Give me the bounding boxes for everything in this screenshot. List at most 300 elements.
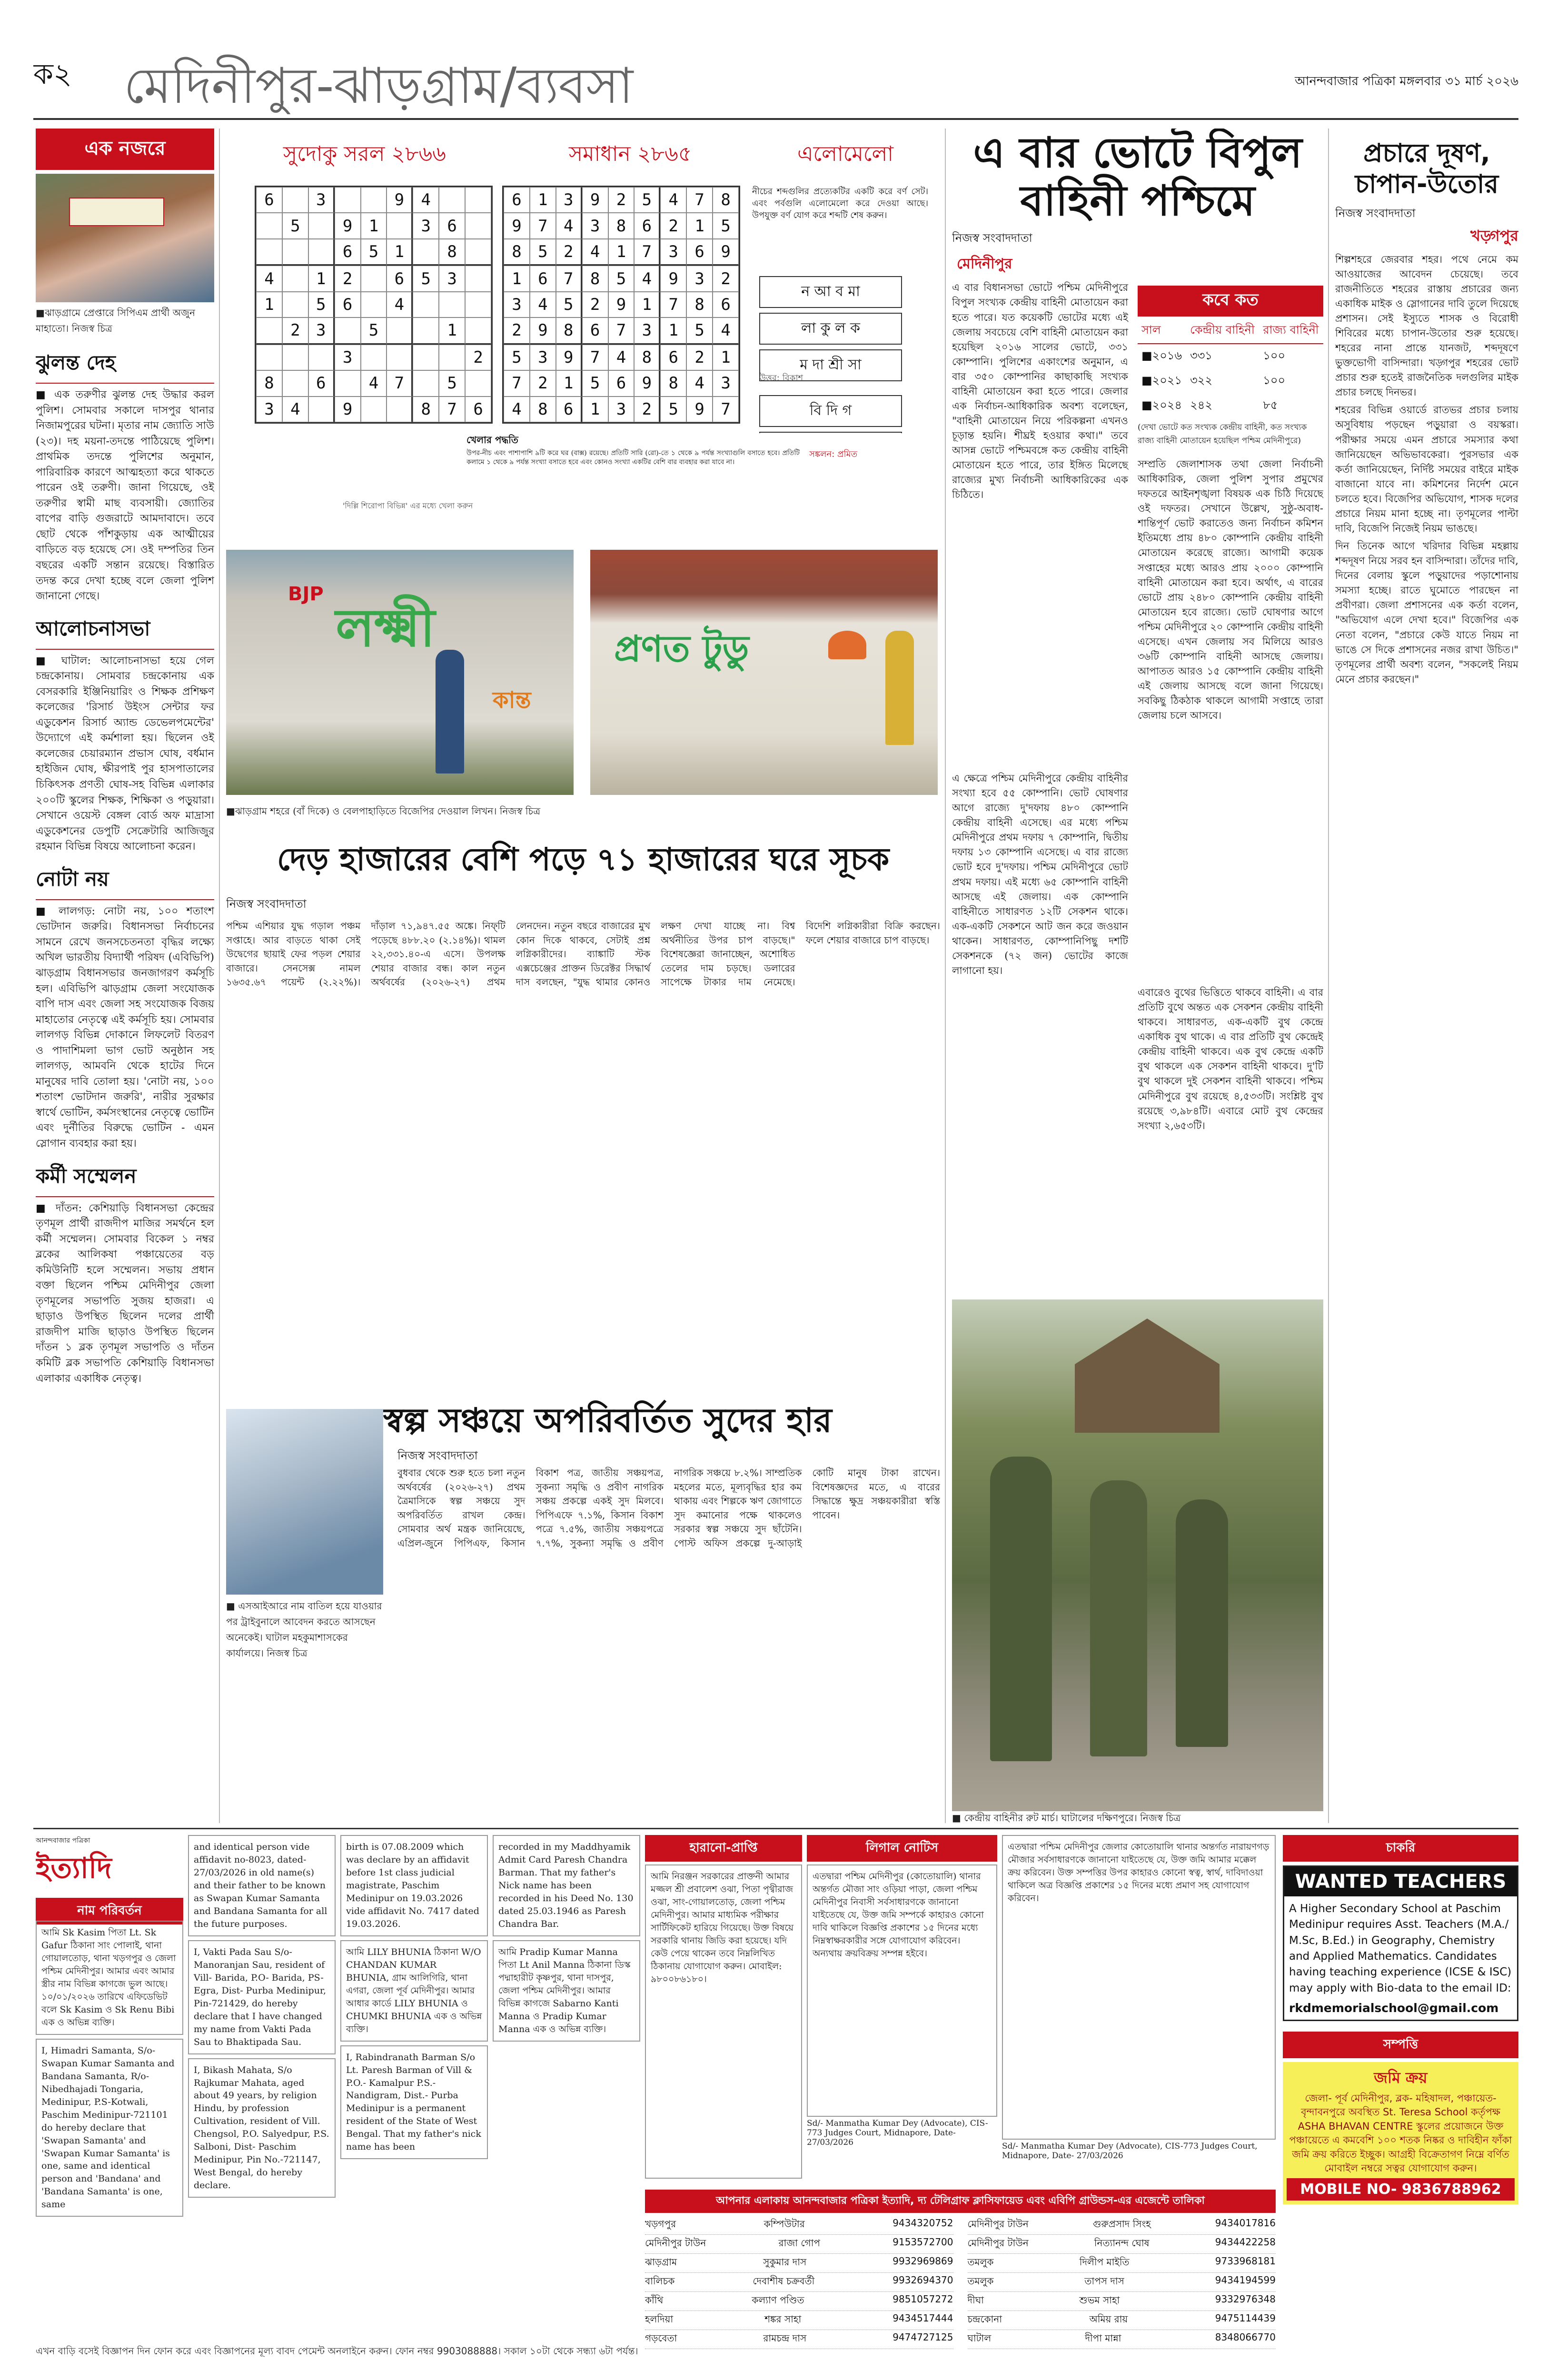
property-label: সম্পত্তি	[1283, 2032, 1518, 2058]
agent-field: 9153572700	[892, 2236, 953, 2248]
sudoku-cell	[361, 345, 387, 370]
solution-cell: 6	[582, 317, 608, 344]
story2	[226, 835, 940, 1335]
lead-byline: নিজস্ব সংবাদদাতা	[952, 231, 1032, 245]
agent-field: ঝাড়গ্রাম	[645, 2256, 677, 2268]
sudoku-cell: 1	[308, 266, 335, 291]
solution-cell: 8	[504, 239, 530, 266]
classified-ad: I, Rabindranath Barman S/o Lt. Paresh Barman of Vill & P.O.- Kamalpur P.S.- Nandigram, Dist.- Purba Medinipur is a permanent resident of the State of West Bengal. That my father's nick name has been	[340, 2045, 488, 2160]
sudoku-cell: 5	[308, 292, 335, 317]
sudoku-cell	[465, 239, 491, 266]
solution-cell: 2	[686, 345, 713, 370]
solution-cell: 8	[713, 187, 739, 213]
solution-cell: 9	[634, 370, 660, 396]
solution-cell: 9	[608, 292, 635, 317]
solution-cell: 1	[556, 370, 582, 396]
force-table-cell: ■২০১৬	[1141, 349, 1182, 362]
agent-field: 9932694370	[892, 2274, 953, 2286]
solution-cell: 5	[582, 370, 608, 396]
jobs-body: A Higher Secondary School at Paschim Medinipur requires Asst. Teachers (M.A./ M.Sc, B.Ed.) in Geography, Chemistry and Applied Mathematics. Candidates having teaching experience (ICSE & ISC) may apply with Bio-data to the email ID:	[1289, 1903, 1512, 1994]
th-year: সাল	[1141, 323, 1161, 337]
rally-banner	[69, 198, 164, 226]
right-body-1: শিল্পশহরে জেরবার শহর। পথে নেমে কম আওয়াজের আবেদন চেয়েছে। তবে রাজনীতিতে শহরের রাস্তায় প্রচারের জন্য একাধিক মাইক ও স্লোগানের দাবি তুলে দিয়েছে প্রশাসন। সেই ইস্যুতে শাসক ও বিরোধী শিবিরের মধ্যে চাপান-উতোর শুরু হয়েছে। শহরের নানা প্রান্তে যানজট, শব্দদূষণে ভুক্তভোগী বাসিন্দারা। খড়্গপুর শহরের ভোট প্রচার শুরু হতেই রাজনৈতিক দলগুলির মাইক প্রচার চলছে দিনভর।	[1335, 253, 1518, 398]
solution-title: সমাধান ২৮৬৫	[569, 142, 692, 166]
sudoku-cell	[413, 345, 439, 370]
solution-cell: 1	[582, 397, 608, 422]
lead-table	[1138, 286, 1323, 452]
rally-photo	[36, 174, 214, 302]
sudoku-cell: 6	[256, 187, 282, 213]
sudoku-cell: 5	[361, 317, 387, 344]
jumble2-word: বি দি গ	[759, 395, 902, 427]
lost-found-label: হারানো-প্রাপ্তি	[645, 1835, 802, 1862]
jobs-email[interactable]: rkdmemorialschool@gmail.com	[1289, 2001, 1499, 2015]
sudoku-cell	[335, 187, 361, 213]
lotus-icon	[828, 631, 866, 659]
sudoku-cell	[282, 266, 308, 291]
solution-cell: 3	[530, 345, 556, 370]
solution-cell: 9	[686, 397, 713, 422]
agent-row	[645, 2216, 953, 2235]
puzzle-rules	[466, 433, 800, 490]
classifieds	[36, 1835, 1518, 2363]
classified-ad: I, Vakti Pada Sau S/o-Manoranjan Sau, resident of Vill- Barida, P.O- Barida, PS- Egra, Dist- Purba Medinipur, Pin-721429, do hereby declare that I have changed my name from Vakti Pada Sau to Bhaktipada Sau.	[188, 1940, 336, 2054]
page-number: ক২	[33, 58, 72, 91]
jobs-label: চাকরি	[1283, 1835, 1518, 1862]
legal-text: এতদ্বারা পশ্চিম মেদিনীপুর (কোতোয়ালি) থানার অন্তর্গত মৌজা সাং ওড়িয়া পাড়া, জেলা পশ্চিম মেদিনীপুর নিবাসী সর্বসাধারণকে জানানো যাইতেছে যে, উক্ত জমি সম্পর্কে কাহারও কোনো দাবি থাকিলে বিজ্ঞপ্তি প্রকাশের ১৫ দিনের মধ্যে নিম্নস্বাক্ষরকারীর সঙ্গে যোগাযোগ করিবেন। অন্যথায় ক্রয়বিক্রয় সম্পন্ন হইবে।	[807, 1864, 997, 2117]
solution-cell: 4	[582, 239, 608, 266]
ads-column-3	[340, 1835, 488, 2163]
right-byline: নিজস্ব সংবাদদাতা	[1335, 206, 1416, 220]
jumble-answer-note: উত্তর: বিকাশ	[759, 373, 803, 383]
masthead	[33, 43, 1518, 114]
right-dateline: খড়্গপুর	[1470, 226, 1518, 245]
solution-cell: 6	[530, 266, 556, 291]
agent-field: কম্পিউটার	[764, 2218, 805, 2230]
solution-cell: 3	[660, 239, 686, 266]
sudoku-cell: 4	[256, 266, 282, 291]
item4-title: কর্মী সম্মেলন	[36, 1160, 214, 1197]
sudoku-cell: 8	[256, 370, 282, 396]
classified-ad: আমি Sk Kasim পিতা Lt. Sk Gafur ঠিকানা সাং পোলাই, থানা গোয়ালতোড়, থানা খড়গপুর ও জেলা পশ্চিম মেদিনীপুর। আমার এবং আমার স্ত্রীর নাম বিভিন্ন কাগজে ভুল আছে। ১০/০১/২০২৬ তারিখে এফিডেভিট বলে Sk Kasim ও Sk Renu Bibi এক ও অভিন্ন ব্যক্তি।	[36, 1921, 183, 2035]
puzzle-bottom-note: 'দিল্লি শিরোপা বিভিন্ন' এর মধ্যে খেলা করুন	[343, 501, 473, 510]
solution-cell: 7	[713, 397, 739, 422]
story2-byline: নিজস্ব সংবাদদাতা	[226, 897, 307, 911]
sudoku-cell	[282, 187, 308, 213]
solution-cell: 6	[713, 292, 739, 317]
solution-cell: 3	[556, 187, 582, 213]
sudoku-cell: 4	[413, 187, 439, 213]
solution-cell: 6	[504, 187, 530, 213]
sudoku-title: সুদোকু সরল ২৮৬৬	[283, 142, 446, 166]
th-state: রাজ্য বাহিনী	[1263, 323, 1319, 337]
force-table-cell: ■২০২১	[1141, 374, 1182, 387]
tribunal-caption: ■ এসআইআরে নাম বাতিল হয়ে যাওয়ার পর ট্রাইবুনালে আবেদন করতে আসছেন অনেকেই। ঘাটাল মহকুমাশাসকের কার্যালয়ে। নিজস্ব চিত্র	[226, 1600, 382, 1659]
sudoku-grid	[255, 186, 493, 424]
painter-figure-2	[885, 631, 914, 745]
sudoku-cell	[387, 317, 413, 344]
solution-grid	[502, 186, 740, 424]
agent-field: মেদিনীপুর টাউন	[967, 2218, 1029, 2230]
jumble-words-2	[759, 395, 902, 433]
sudoku-cell	[308, 239, 335, 266]
sudoku-cell	[439, 187, 465, 213]
agent-field: তমলুক	[967, 2256, 994, 2268]
force-table-row	[1138, 394, 1323, 418]
solution-cell: 4	[634, 266, 660, 291]
agent-field: চন্দ্রকোনা	[967, 2313, 1002, 2325]
item4-body: ■ দাঁতন: কেশিয়াড়ি বিধানসভা কেন্দ্রের তৃণমূল প্রার্থী রাজদীপ মাজির সমর্থনে হল কর্মী সম্মেলন। সোমবার বিকেল ১ নম্বর ব্লকের আলিকষা পঞ্চায়েতের বড় কমিউনিটি হলে সম্মেলন। সভায় প্রধান বক্তা ছিলেন পশ্চিম মেদিনীপুর জেলা তৃণমূলের সভাপতি সুজয় হাজরা। এ ছাড়াও উপস্থিত ছিলেন দলের প্রার্থী রাজদীপ মাজি ছাড়াও উপস্থিত ছিলেন দাঁতন ১ ব্লক তৃণমূল সভাপতি ও দাঁতন কমিটি ব্লক সভাপতি কেশিয়াড়ি বিধানসভা এলাকার একাধিক নেতৃত্ব।	[36, 1202, 214, 1385]
force-table-cell: ১০০	[1263, 374, 1286, 387]
solution-cell: 6	[634, 213, 660, 238]
agent-field: 9434517444	[892, 2312, 953, 2324]
solution-cell: 7	[634, 239, 660, 266]
sudoku-cell: 7	[439, 397, 465, 422]
agent-row	[968, 2235, 1276, 2254]
solution-cell: 4	[556, 213, 582, 238]
agent-field: নিত্যানন্দ ঘোষ	[1094, 2237, 1150, 2249]
solution-cell: 9	[556, 345, 582, 370]
story3	[226, 1395, 940, 1823]
solution-cell: 2	[660, 213, 686, 238]
sudoku-cell: 3	[413, 213, 439, 238]
legal-sign: Sd/- Manmatha Kumar Dey (Advocate), CIS-773 Judges Court, Midnapore, Date- 27/03/2026	[807, 2119, 988, 2147]
land-title: জমি ক্রয়	[1374, 2069, 1428, 2087]
agent-field: মেদিনীপুর টাউন	[645, 2237, 706, 2249]
soldier-2	[1090, 1480, 1147, 1756]
solution-cell: 5	[530, 239, 556, 266]
solution-cell: 3	[582, 213, 608, 238]
agent-field: গুরুপ্রসাদ সিংহ	[1092, 2218, 1151, 2230]
agent-field: দীপা মান্না	[1085, 2332, 1121, 2344]
solution-cell: 7	[686, 187, 713, 213]
solution-cell: 2	[556, 239, 582, 266]
agent-field: দীঘা	[967, 2294, 984, 2306]
sudoku-cell: 1	[256, 292, 282, 317]
puzzle-credit: সঙ্কলন: প্রমিত	[809, 449, 858, 459]
agent-field: হলদিয়া	[645, 2313, 674, 2325]
agent-row	[968, 2216, 1276, 2235]
legal-label: লিগাল নোটিস	[807, 1835, 997, 1862]
classified-ad: I, Bikash Mahata, S/o Rajkumar Mahata, aged about 49 years, by religion Hindu, by profession Cultivation, resident of Vill. Chengsol, P.O. Salyedpur, P.S. Salboni, Dist- Paschim Medinipur, Pin No.-721147, West Bengal, do hereby declare.	[188, 2058, 336, 2198]
sudoku-cell: 3	[439, 266, 465, 291]
classified-ad: and identical person vide affidavit no-8023, dated-27/03/2026 in old name(s) and their father to be known as Swapan Kumar Samanta and Bandana Samanta for all the future purposes.	[188, 1835, 336, 1936]
classified-footer: এখন বাড়ি বসেই বিজ্ঞাপন দিন ফোন করে এবং বিজ্ঞাপনের মূল্য বাবদ পেমেন্ট অনলাইনে করুন। ফোন নম্বর 9903088888। সকাল ১০টা থেকে সন্ধ্যা ৬টা পর্যন্ত।	[36, 2345, 638, 2357]
item2-title: আলোচনাসভা	[36, 613, 214, 650]
jumble-words	[759, 276, 902, 386]
rules-title: খেলার পদ্ধতি	[466, 434, 518, 446]
solution-cell: 7	[582, 345, 608, 370]
solution-cell: 5	[608, 266, 635, 291]
sudoku-cell	[361, 187, 387, 213]
classified-ad: I, Himadri Samanta, S/o-Swapan Kumar Samanta and Bandana Samanta, R/o-Nibedhajadi Tongaria, Medinipur, P.S-Kotwali, Paschim Medinipur-721101 do hereby declare that 'Swapan Samanta' and 'Swapan Kumar Samanta' is one, same and identical person and 'Bandana' and 'Bandana Samanta' is one, same	[36, 2039, 183, 2217]
classified-rule	[33, 1828, 1518, 1829]
sudoku-cell: 6	[465, 397, 491, 422]
agent-field: রামচন্দ্র দাস	[763, 2332, 807, 2344]
force-table-cell: ৩২২	[1190, 374, 1212, 387]
solution-cell: 3	[686, 266, 713, 291]
paper-date: আনন্দবাজার পত্রিকা মঙ্গলবার ৩১ মার্চ ২০২৬	[1295, 74, 1518, 89]
sudoku-cell	[361, 266, 387, 291]
jumble-intro: নীচের শব্দগুলির প্রত্যেকটির একটি করে বর্ণ সেট। এবং পর্বগুলি এলোমেলো করে দেওয়া আছে। উপযুক্ত বর্ণ যোগ করে শব্দটি শেষ করুন।	[752, 187, 928, 221]
agent-row	[645, 2254, 953, 2273]
sudoku-cell: 9	[335, 397, 361, 422]
left-rule	[219, 129, 220, 1823]
solution-cell: 5	[556, 292, 582, 317]
sudoku-cell	[413, 370, 439, 396]
sudoku-cell: 6	[335, 239, 361, 266]
sudoku-cell	[335, 370, 361, 396]
sudoku-cell	[387, 213, 413, 238]
sudoku-cell	[256, 317, 282, 344]
solution-cell: 1	[713, 345, 739, 370]
agents	[645, 2190, 1276, 2349]
sudoku-cell: 1	[387, 239, 413, 266]
sudoku-cell	[361, 397, 387, 422]
jumble-word: লা কু ল ক	[759, 313, 902, 345]
sudoku-cell	[256, 345, 282, 370]
classified-ad: birth is 07.08.2009 which was declare by an affidavit before 1st class judicial magistrate, Paschim Medinipur on 19.03.2026 vide affidavit No. 7417 dated 19.03.2026.	[340, 1835, 488, 1936]
brand-sub: আনন্দবাজার পত্রিকা	[36, 1837, 90, 1844]
right-rule	[1328, 129, 1329, 1823]
agent-row	[645, 2311, 953, 2330]
force-table-cell: ১০০	[1263, 349, 1286, 362]
agent-field: দিলীপ মাইতি	[1079, 2256, 1130, 2268]
painter-figure	[436, 650, 464, 774]
sudoku-cell: 4	[387, 292, 413, 317]
solution-cell: 5	[660, 397, 686, 422]
solution-cell: 7	[556, 266, 582, 291]
solution-cell: 4	[713, 317, 739, 344]
sudoku-cell	[256, 239, 282, 266]
wall-photo-right	[590, 550, 938, 795]
sudoku-cell	[387, 397, 413, 422]
sudoku-cell: 2	[282, 317, 308, 344]
table-title: কবে কত	[1138, 286, 1323, 317]
force-table-cell: ৮৫	[1263, 398, 1278, 412]
center-right-rule	[945, 1028, 946, 1823]
table-note: (দেখা ভোটে কত সংখ্যক কেন্দ্রীয় বাহিনী, কত সংখ্যক রাজ্য বাহিনী মোতায়েন হয়েছিল পশ্চিম মেদিনীপুরে)	[1138, 423, 1307, 446]
house-shape	[1057, 1319, 1238, 1433]
agent-field: 8348066770	[1215, 2331, 1276, 2343]
sudoku-cell	[465, 213, 491, 238]
sudoku-cell: 5	[413, 266, 439, 291]
solution-cell: 4	[686, 370, 713, 396]
section-title: মেদিনীপুর-ঝাড়গ্রাম/ব্যবসা	[124, 57, 634, 114]
force-table-row	[1138, 344, 1323, 369]
sudoku-cell: 1	[361, 213, 387, 238]
sudoku-cell: 3	[335, 345, 361, 370]
troops-caption: ■ কেন্দ্রীয় বাহিনীর রুট মার্চ। ঘাটালের দক্ষিণপুরে। নিজস্ব চিত্র	[952, 1812, 1181, 1824]
agent-field: ঘাটাল	[967, 2332, 992, 2344]
agent-row	[645, 2292, 953, 2311]
lead-body-3: এ ক্ষেত্রে পশ্চিম মেদিনীপুরে কেন্দ্রীয় বাহিনীর সংখ্যা হবে ৫৫ কোম্পানি। ভোট ঘোষণার আগে রাজ্যে দু'দফায় ৪৮০ কোম্পানি কেন্দ্রীয় বাহিনী এসেছে। এর মধ্যে পশ্চিম মেদিনীপুরে প্রথম দফায় ৭ কোম্পানি, দ্বিতীয় দফায় ১৩ কোম্পানি এসেছে। এ বার রাজ্যে ভোট হবে দু'দফায়। পশ্চিম মেদিনীপুরে ভোট প্রথম দফায়। এই মধ্যে ৬৫ কোম্পানি বাহিনী আসছে এই জেলায়। এক কোম্পানি বাহিনীতে সাধারণত ১২টি সেকশন থাকে। এক-একটি সেকশনে আট জন করে জওয়ান থাকেন। সাধারণত, কোম্পানিপিছু দশটি সেকশনকে (৭২ জন) ভোটের কাজে লাগানো হয়।	[952, 773, 1128, 977]
sudoku-cell: 7	[387, 370, 413, 396]
agent-row	[968, 2292, 1276, 2311]
lost-found-text: আমি নিরঞ্জন সরকারের প্রাক্তনী আমার মজ্জল শ্রী প্রবালেশ ওঝা, পিতা পৃথ্বীরাজ ওঝা, সাং-গোয়ালতোড়, জেলা পশ্চিম মেদিনীপুর। আমার মাধ্যমিক পরীক্ষার সার্টিফিকেট হারিয়ে গিয়েছে। উক্ত বিষয়ে সরকারি থানায় জিডি করা হয়েছে। যদি কেউ পেয়ে থাকেন তবে নিম্নলিখিত ঠিকানায় যোগাযোগ করুন। মোবাইল: ৯৮০০৮৬১৮০।	[645, 1864, 802, 2179]
agent-row	[968, 2254, 1276, 2273]
solution-cell: 4	[660, 187, 686, 213]
solution-cell: 5	[713, 213, 739, 238]
solution-cell: 6	[556, 397, 582, 422]
agent-field: 9932969869	[892, 2255, 953, 2267]
sudoku-cell: 4	[282, 397, 308, 422]
solution-cell: 1	[634, 292, 660, 317]
solution-cell: 2	[582, 292, 608, 317]
agent-field: 9474727125	[892, 2331, 953, 2343]
story3-byline: নিজস্ব সংবাদদাতা	[397, 1449, 478, 1462]
solution-cell: 2	[608, 187, 635, 213]
sudoku-cell: 3	[308, 187, 335, 213]
sudoku-cell: 5	[282, 213, 308, 238]
sudoku-cell: 5	[361, 239, 387, 266]
sudoku-cell	[465, 317, 491, 344]
solution-cell: 3	[504, 292, 530, 317]
sudoku-cell: 2	[465, 345, 491, 370]
sudoku-cell	[465, 292, 491, 317]
ads-column-4	[493, 1835, 640, 2045]
wall-caption: ■ঝাড়গ্রাম শহরে (বাঁ দিকে) ও বেলপাহাড়িতে বিজেপির দেওয়াল লিখন। নিজস্ব চিত্র	[226, 805, 541, 817]
agent-row	[645, 2235, 953, 2254]
rules-body: উপর-নীচ এবং পাশাপাশি ৯টি করে ঘর (বাক্স) রয়েছে। প্রতিটি সারি (রো)-তে ১ থেকে ৯ পর্যন্ত সংখ্যাগুলি বসাতে হবে। প্রতিটি কলামে ১ থেকে ৯ পর্যন্ত সংখ্যা বসাতে হবে এবং কোনও সংখ্যা একটির বেশি বার ব্যবহার করা যাবে না।	[466, 449, 800, 466]
classified-ad: আমি Pradip Kumar Manna পিতা Lt Anil Manna ঠিকানা ডিস্ক পদ্মাহারীট কৃষ্ণপুর, থানা দাসপুর, জেলা পশ্চিম মেদিনীপুর। আমার বিভিন্ন কাগজে Sabarno Kanti Manna ও Pradip Kumar Manna এক ও অভিন্ন ব্যক্তি।	[493, 1940, 640, 2042]
sudoku-cell	[465, 266, 491, 291]
th-central: কেন্দ্রীয় বাহিনী	[1190, 323, 1255, 337]
solution-cell: 7	[504, 370, 530, 396]
sudoku-cell	[387, 345, 413, 370]
name-change-label: নাম পরিবর্তন	[36, 1898, 183, 1924]
right-body-3: দিন তিনেক আগে খরিদার বিভিন্ন মহল্লায় শব্দদূষণ নিয়ে সরব হন বাসিন্দারা। তাঁদের দাবি, দিনের বেলায় স্কুলে পড়ুয়াদের পড়াশোনায় সমস্যা হচ্ছে। রাতে ঘুমোতে পারছেন না প্রবীণরা। জেলা প্রশাসনের এক কর্তা বলেন, "অভিযোগ এলে দেখা হবে।" বিজেপির এক নেতা বলেন, "প্রচারে কেউ যাতে নিয়ম না ভাঙে সে দিকে প্রশাসনের নজর রাখা উচিত।" তৃণমূলের প্রার্থী অবশ্য বলেন, "সকলেই নিয়ম মেনে প্রচার করছেন।"	[1335, 540, 1518, 685]
jobs	[1283, 1835, 1518, 2204]
solution-cell: 8	[660, 370, 686, 396]
sudoku-cell	[282, 345, 308, 370]
solution-cell: 4	[608, 345, 635, 370]
solution-cell: 3	[713, 370, 739, 396]
solution-cell: 6	[686, 239, 713, 266]
force-table-row	[1138, 369, 1323, 394]
item1-body: ■ এক তরুণীর ঝুলন্ত দেহ উদ্ধার করল পুলিশ। সোমবার সকালে দাসপুর থানার নিজামপুরের ঘটনা। মৃতার নাম জ্যোতি সাউ (২৩)। দহ ময়না-তদন্তে পাঠিয়েছে পুলিশ। প্রাথমিক তদন্তে পুলিশের অনুমান, পারিবারিক কারণে আত্মহত্যা করে থাকতে পারেন ওই তরুণী। জানা গিয়েছে, ওই তরুণীর স্বামী মাছ ব্যবসায়ী। জ্যোতির বাপের বাড়ি গুজরাটে আমদাবাদে। তবে ছোট থেকে পাঁশকুড়ায় এক আত্মীয়ের বাড়িতে বড় হয়েছে সে। ওই দম্পতির তিন বছরের একটি সন্তান রয়েছে। বিস্তারিত তদন্ত করে দেখা হচ্ছে বলে জেলা পুলিশ জানানো গেছে।	[36, 389, 214, 603]
sudoku-cell: 6	[308, 370, 335, 396]
force-table-cell: ২৪২	[1190, 398, 1212, 412]
sudoku-cell	[335, 317, 361, 344]
solution-cell: 6	[608, 370, 635, 396]
agent-field: 9434194599	[1215, 2274, 1276, 2286]
solution-cell: 4	[530, 292, 556, 317]
wall-text-lakshmi: লক্ষ্মী	[336, 597, 435, 658]
agent-field: কাঁথি	[645, 2294, 664, 2306]
lead-headline: এ বার ভোটে বিপুল বাহিনী পশ্চিমে	[973, 129, 1302, 226]
solution-cell: 4	[504, 397, 530, 422]
land-box	[1283, 2062, 1518, 2204]
solution-cell: 1	[608, 239, 635, 266]
land-mobile[interactable]: MOBILE NO- 9836788962	[1287, 2178, 1515, 2201]
agent-field: রাজা গোপ	[778, 2237, 820, 2249]
agent-field: 9733968181	[1215, 2255, 1276, 2267]
sudoku-cell: 2	[335, 266, 361, 291]
sudoku-cell: 6	[439, 213, 465, 238]
sudoku-cell	[361, 292, 387, 317]
agent-field: 9434017816	[1215, 2217, 1276, 2229]
bjp-tag: BJP	[288, 583, 324, 605]
sudoku-cell: 8	[413, 397, 439, 422]
sudoku-cell: 4	[361, 370, 387, 396]
puzzles-block	[226, 138, 940, 433]
solution-cell: 9	[582, 187, 608, 213]
solution-cell: 3	[608, 397, 635, 422]
solution-cell: 2	[530, 370, 556, 396]
story3-body: বুধবার থেকে শুরু হতে চলা নতুন অর্থবর্ষের (২০২৬-২৭) প্রথম ত্রৈমাসিকে স্বল্প সঞ্চয়ে সুদ অপরিবর্তিত রাখল কেন্দ্র। সোমবার অর্থ মন্ত্রক জানিয়েছে, এপ্রিল-জুনে পিপিএফ, কিসান বিকাশ পত্র, জাতীয় সঞ্চয়পত্র, সুকন্যা সমৃদ্ধি ও প্রবীণ নাগরিক সঞ্চয় প্রকল্পে একই সুদ মিলবে। পিপিএফে ৭.১%, কিসান বিকাশ পত্রে ৭.৫%, জাতীয় সঞ্চয়পত্রে ৭.৭%, সুকন্যা সমৃদ্ধি ও প্রবীণ নাগরিক সঞ্চয়ে ৮.২%। সাম্প্রতিক মহলের মতে, মূল্যবৃদ্ধির হার কম থাকায় এবং শিল্পকে ঋণ জোগাতে সুদ কমানোর পক্ষে থাকলেও সরকার স্বল্প সঞ্চয়ে সুদ ছাঁটেনি। পোস্ট অফিস প্রকল্পে দু-আড়াই কোটি মানুষ টাকা রাখেন। বিশেষজ্ঞদের মতে, এ বারের সিদ্ধান্তে ক্ষুদ্র সঞ্চয়কারীরা স্বস্তি পাবেন।	[397, 1467, 940, 1549]
notice-text: এতদ্বারা পশ্চিম মেদিনীপুর জেলার কোতোয়ালি থানার অন্তর্গত নারায়ণগড় মৌজার সর্বসাধারণকে জানানো যাইতেছে যে, উক্ত জমি আমার মক্কেল ক্রয় করিবেন। উক্ত সম্পত্তির উপর কাহারও কোনো স্বত্ব, স্বার্থ, দাবিদাওয়া থাকিলে অত্র বিজ্ঞপ্তি প্রকাশের ১৫ দিনের মধ্যে প্রমাণ সহ যোগাযোগ করিবেন।	[1002, 1835, 1276, 2140]
story2-body: পশ্চিম এশিয়ার যুদ্ধ গড়াল পঞ্চম সপ্তাহে। আর বাড়তে থাকা সেই উদ্বেগের ছায়াই ফের পড়ল শেয়ার বাজারে। সেনসেক্স নামল ১৬৩৫.৬৭ পয়েন্ট (২.২২%)। দাঁড়াল ৭১,৯৪৭.৫৫ অঙ্কে। নিফ্‌টি পড়েছে ৪৮৮.২০ (২.১৪%)। থামল ২২,৩৩১.৪০-এ এসে। উপলক্ষ শেয়ার বাজার বন্ধ। কাল নতুন অর্থবর্ষের (২০২৬-২৭) প্রথম লেনদেন। নতুন বছরে বাজারের মুখ কোন দিকে থাকবে, সেটাই প্রশ্ন লগ্নিকারীদের। ব্যাঙ্কাটি স্টক এক্সচেঞ্জের প্রাক্তন ডিরেক্টর সিদ্ধার্থ দাস বলছেন, "যুদ্ধ থামার কোনও লক্ষণ দেখা যাচ্ছে না। বিশ্ব অর্থনীতির উপর চাপ বাড়ছে।" বিশেষজ্ঞেরা জানাচ্ছেন, অশোধিত তেলের দাম চড়ছে। ডলারের সাপেক্ষে টাকার দাম নেমেছে। বিদেশি লগ্নিকারীরা বিক্রি করছেন। ফলে শেয়ার বাজারে চাপ বাড়ছে।	[226, 920, 940, 988]
right-body-2: শহরের বিভিন্ন ওয়ার্ডে রাতভর প্রচার চলায় অসুবিধায় পড়ছেন পড়ুয়ারা ও বয়স্করা। পরীক্ষার সময়ে এমন প্রচারে সমস্যার কথা জানিয়েছেন অভিভাবকেরা। পুরসভার এক কর্তা জানিয়েছেন, নির্দিষ্ট সময়ের বাইরে মাইক বাজানো যাবে না। কমিশনের নির্দেশ মেনে চলতে হবে। বিজেপির অভিযোগ, শাসক দলের প্রচারে নিয়ম মানা হচ্ছে না। তৃণমূলের পাল্টা দাবি, বিজেপি নিজেই নিয়ম ভাঙছে।	[1335, 404, 1518, 534]
rally-caption: ■ঝাড়গ্রামে প্রেপ্তারে সিপিএম প্রার্থী অজুন মাহাতো। নিজস্ব চিত্র	[36, 307, 195, 334]
solution-cell: 9	[530, 317, 556, 344]
sudoku-cell: 5	[439, 370, 465, 396]
sudoku-cell	[465, 370, 491, 396]
sudoku-cell: 9	[387, 187, 413, 213]
agent-field: 9332976348	[1215, 2293, 1276, 2305]
right-column	[1335, 138, 1518, 1823]
troops-photo	[952, 1299, 1323, 1811]
right-headline: প্রচারে দূষণ, চাপান-উতোর	[1355, 138, 1499, 199]
agent-field: গড়বেতা	[645, 2332, 677, 2344]
solution-cell: 5	[634, 187, 660, 213]
agent-field: বালিচক	[645, 2275, 675, 2287]
solution-cell: 9	[660, 266, 686, 291]
glance-label: এক নজরে	[36, 129, 214, 170]
solution-cell: 8	[530, 397, 556, 422]
sudoku-cell	[308, 213, 335, 238]
wall-text-pranata: প্রণত টুডু	[614, 627, 749, 670]
sudoku-cell	[413, 317, 439, 344]
agent-field: 9434320752	[892, 2217, 953, 2229]
agent-field: মেদিনীপুর টাউন	[967, 2237, 1029, 2249]
agent-list	[645, 2216, 1276, 2349]
solution-cell: 8	[582, 266, 608, 291]
sudoku-cell	[308, 345, 335, 370]
solution-cell: 8	[556, 317, 582, 344]
left-column	[36, 129, 214, 1823]
agent-field: কল্যাণ পণ্ডিত	[752, 2294, 804, 2306]
solution-cell: 5	[504, 345, 530, 370]
solution-cell: 1	[660, 317, 686, 344]
solution-cell: 7	[660, 292, 686, 317]
notice	[1002, 1835, 1276, 2161]
sudoku-cell	[282, 292, 308, 317]
force-table-cell: ৩৩১	[1190, 349, 1212, 362]
force-table	[1138, 318, 1323, 418]
soldier-3	[1176, 1499, 1228, 1747]
sudoku-cell: 3	[256, 397, 282, 422]
masthead-rule	[33, 118, 1518, 120]
agent-row	[968, 2273, 1276, 2292]
classified-ad: আমি LILY BHUNIA ঠিকানা W/O CHANDAN KUMAR BHUNIA, গ্রাম আলিগিরি, থানা এগরা, জেলা পূর্ব মেদিনীপুর। আমার আধার কার্ডে LILY BHUNIA ও CHUMKI BHUNIA এক ও অভিন্ন ব্যক্তি।	[340, 1940, 488, 2042]
sudoku-cell: 8	[439, 239, 465, 266]
agent-row	[968, 2311, 1276, 2330]
item3-body: ■ লালগড়: নোটা নয়, ১০০ শতাংশ ভোটদান জরুরি। বিধানসভা নির্বাচনের সামনে রেখে জনসচেতনতা বৃদ্ধির লক্ষ্যে অখিল ভারতীয় বিদ্যার্থী পরিষদ (এবিভিপি) ঝাড়গ্রাম বিধানসভার জনজাগরণ কর্মসূচি হল। এবিভিপি ঝাড়গ্রাম জেলা সংযোজক বাপি দাস এবং জেলা সহ সংযোজক বিজয় মাহাতোর নেতৃত্বে এই কর্মসূচি হয়। সোমবার লালগড় বিভিন্ন দোকানে লিফলেট বিতরণ ও পাদাশিমলা ভাগ ভোট অনুষ্ঠান সহ লালগড়, আমবনি থেকে হাটের দিনে মানুষের দাবি তোলা হয়। 'নোটা নয়, ১০০ শতাংশ ভোটদান জরুরি', নারীর সুরক্ষার স্বার্থে ভোটিন, কর্মসংস্থানের নেতৃত্বে ভোটিন এবং দুর্নীতির বিরুদ্ধে ভোটিন - এমন স্লোগান ব্যবহার করা হয়।	[36, 905, 214, 1150]
lost-found	[645, 1835, 802, 2179]
sudoku-cell: 1	[439, 317, 465, 344]
solution-cell: 2	[634, 397, 660, 422]
brand-title: ইত্যাদি	[36, 1852, 112, 1885]
ads-column-2	[188, 1835, 336, 2202]
force-table-cell: ■২০২৪	[1141, 398, 1182, 412]
solution-cell: 8	[686, 292, 713, 317]
lead-body-1: এ বার বিধানসভা ভোটে পশ্চিম মেদিনীপুরে বিপুল সংখ্যক কেন্দ্রীয় বাহিনী মোতায়েন করা হতে পারে। যত কয়েকটি ভোটের মধ্যে এই জেলায় সবচেয়ে বেশি বাহিনী মোতায়েন করা হয়েছিল ২০১৬ সালের ভোটে, ৩৩১ কোম্পানি। পুলিশের একাংশের অনুমান, এ বার ৩৫০ কোম্পানির কাছাকাছি সংখ্যক বাহিনী মোতায়েন করা হতে পারে। জেলার এক নির্বাচন-আধিকারিক অবশ্য বলেছেন, "বাহিনী মোতায়েন নিয়ে পরিকল্পনা এখনও চূড়ান্ত হয়নি। শীঘ্রই হওয়ার কথা।" তবে আসন্ন ভোটে পশ্চিমবঙ্গে কত কেন্দ্রীয় বাহিনী মোতায়েন হতে পারে, তার ইঙ্গিত মিলেছে রাজ্যের মুখ্য নির্বাচনী আধিকারিকের এক চিঠিতে।	[952, 282, 1128, 501]
sudoku-cell	[256, 213, 282, 238]
ads-column-1	[36, 1921, 183, 2221]
agent-field: শঙ্কর সাহা	[764, 2313, 802, 2325]
